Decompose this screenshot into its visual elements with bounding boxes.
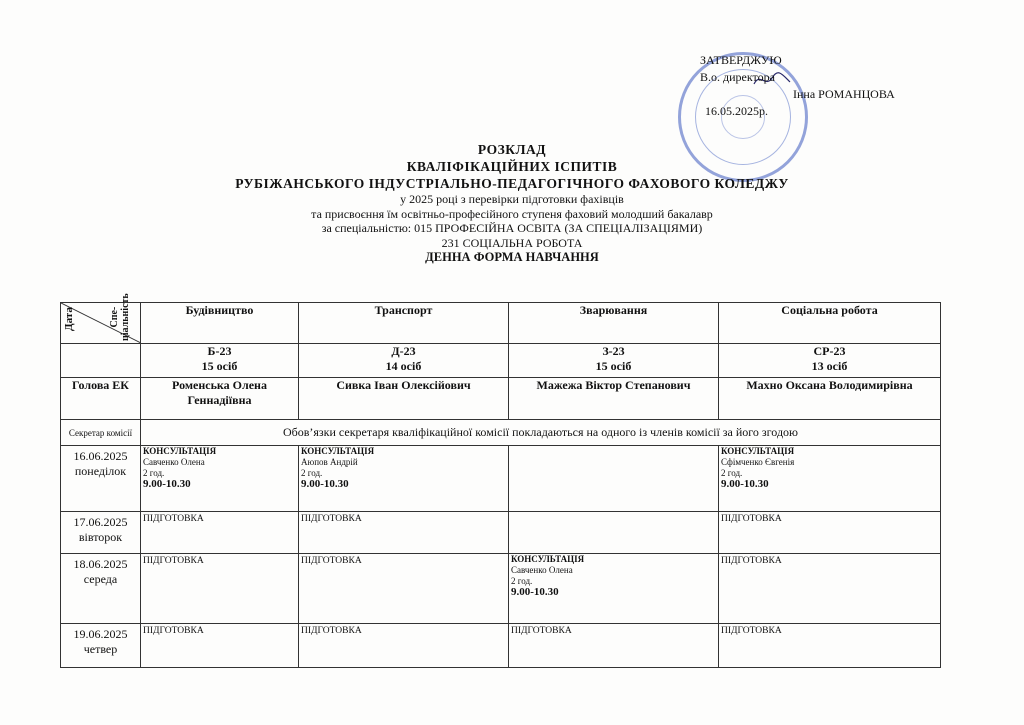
group-code: Б-23 <box>207 344 232 358</box>
day-date: 19.06.2025 <box>73 627 128 641</box>
preparation-cell: ПІДГОТОВКА <box>141 554 299 624</box>
day-cell <box>61 624 141 668</box>
schedule-day-row <box>61 512 941 554</box>
consultation-hours: 2 год. <box>301 468 323 478</box>
title-line-6: за спеціальністю: 015 ПРОФЕСІЙНА ОСВІТА (ЗА СПЕЦІАЛІЗАЦІЯМИ) <box>321 221 703 235</box>
preparation-cell: ПІДГОТОВКА <box>719 624 941 668</box>
group-cell <box>141 344 299 378</box>
specialty-transport: Транспорт <box>299 303 509 344</box>
preparation-cell: ПІДГОТОВКА <box>299 624 509 668</box>
corner-cell <box>61 293 141 344</box>
day-cell <box>61 512 141 554</box>
group-count: 15 осіб <box>201 359 238 373</box>
title-line-3: РУБІЖАНСЬКОГО ІНДУСТРІАЛЬНО-ПЕДАГОГІЧНОГО ФАХОВОГО КОЛЕДЖУ <box>235 176 789 191</box>
approval-block <box>700 52 920 118</box>
schedule-day-row <box>61 554 941 624</box>
day-date: 17.06.2025 <box>73 515 128 529</box>
empty-cell <box>509 446 719 512</box>
consultation-hours: 2 год. <box>143 468 165 478</box>
preparation-cell: ПІДГОТОВКА <box>719 554 941 624</box>
preparation-cell: ПІДГОТОВКА <box>509 624 719 668</box>
group-code: СР-23 <box>813 344 846 358</box>
head-welding: Мажежа Віктор Степанович <box>509 378 719 420</box>
secretary-label: Секретар комісії <box>61 420 141 446</box>
approval-position: В.о. директора <box>700 70 775 84</box>
consultation-title: КОНСУЛЬТАЦІЯ <box>721 446 795 456</box>
group-code: Д-23 <box>391 344 416 358</box>
specialty-social-work: Соціальна робота <box>719 303 941 344</box>
group-empty-cell <box>61 344 141 378</box>
title-line-2: КВАЛІФІКАЦІЙНИХ ІСПИТІВ <box>406 159 618 174</box>
day-date: 16.06.2025 <box>73 449 128 463</box>
consultation-time: 9.00-10.30 <box>301 478 349 490</box>
secretary-text: Обов’язки секретаря кваліфікаційної комісії покладаються на одного із членів комісії за його згодою <box>141 420 941 446</box>
group-row <box>61 344 941 378</box>
consultation-title: КОНСУЛЬТАЦІЯ <box>301 446 375 456</box>
day-cell <box>61 446 141 512</box>
corner-spec-label: Спе-ціальність <box>109 293 131 341</box>
day-weekday: понеділок <box>74 464 127 478</box>
schedule-day-row <box>61 624 941 668</box>
consultation-title: КОНСУЛЬТАЦІЯ <box>143 446 217 456</box>
head-row <box>61 378 941 420</box>
approval-name: Інна РОМАНЦОВА <box>793 87 895 101</box>
consultation-title: КОНСУЛЬТАЦІЯ <box>511 554 585 564</box>
preparation-cell: ПІДГОТОВКА <box>719 512 941 554</box>
consultation-hours: 2 год. <box>721 468 743 478</box>
consultant-name: Савченко Олена <box>511 565 573 575</box>
title-line-8: ДЕННА ФОРМА НАВЧАННЯ <box>425 250 599 264</box>
consultation-cell <box>299 446 509 512</box>
group-count: 15 осіб <box>595 359 632 373</box>
title-line-5: та присвоєння їм освітньо-професійного ступеня фаховий молодший бакалавр <box>311 206 713 221</box>
head-social-work: Махно Оксана Володимирівна <box>719 378 941 420</box>
group-cell <box>299 344 509 378</box>
preparation-cell: ПІДГОТОВКА <box>141 512 299 554</box>
title-line-4: у 2025 році з перевірки підготовки фахівців <box>400 192 624 206</box>
group-count: 13 осіб <box>811 359 848 373</box>
specialty-header-row <box>61 303 941 344</box>
secretary-row <box>61 420 941 446</box>
preparation-cell: ПІДГОТОВКА <box>299 512 509 554</box>
day-weekday: вівторок <box>78 530 123 544</box>
consultation-cell <box>141 446 299 512</box>
document-title <box>0 141 1024 265</box>
group-cell <box>719 344 941 378</box>
consultation-time: 9.00-10.30 <box>511 586 559 598</box>
title-line-1: РОЗКЛАД <box>477 142 547 157</box>
schedule-table <box>60 293 941 668</box>
head-building: Роменська Олена Геннадіївна <box>141 378 299 420</box>
preparation-cell: ПІДГОТОВКА <box>141 624 299 668</box>
group-count: 14 осіб <box>385 359 422 373</box>
consultation-time: 9.00-10.30 <box>143 478 191 490</box>
group-cell <box>509 344 719 378</box>
consultation-hours: 2 год. <box>511 576 533 586</box>
head-transport: Сивка Іван Олексійович <box>299 378 509 420</box>
title-line-7: 231 СОЦІАЛЬНА РОБОТА <box>441 235 583 250</box>
day-date: 18.06.2025 <box>73 557 128 571</box>
day-weekday: середа <box>83 572 118 586</box>
day-weekday: четвер <box>83 642 118 656</box>
specialty-building: Будівництво <box>141 303 299 344</box>
group-code: З-23 <box>602 344 625 358</box>
schedule-day-row <box>61 446 941 512</box>
corner-date-label: Дата <box>63 307 75 331</box>
approval-heading: ЗАТВЕРДЖУЮ <box>700 53 782 67</box>
consultant-name: Сфімченко Євгенія <box>721 457 795 467</box>
consultant-name: Аюпов Андрій <box>301 457 358 467</box>
head-label: Голова ЕК <box>61 378 141 420</box>
consultation-cell <box>719 446 941 512</box>
consultant-name: Савченко Олена <box>143 457 205 467</box>
consultation-cell <box>509 554 719 624</box>
empty-cell <box>509 512 719 554</box>
consultation-time: 9.00-10.30 <box>721 478 769 490</box>
approval-date: 16.05.2025р. <box>705 104 768 118</box>
preparation-cell: ПІДГОТОВКА <box>299 554 509 624</box>
specialty-welding: Зварювання <box>509 303 719 344</box>
day-cell <box>61 554 141 624</box>
